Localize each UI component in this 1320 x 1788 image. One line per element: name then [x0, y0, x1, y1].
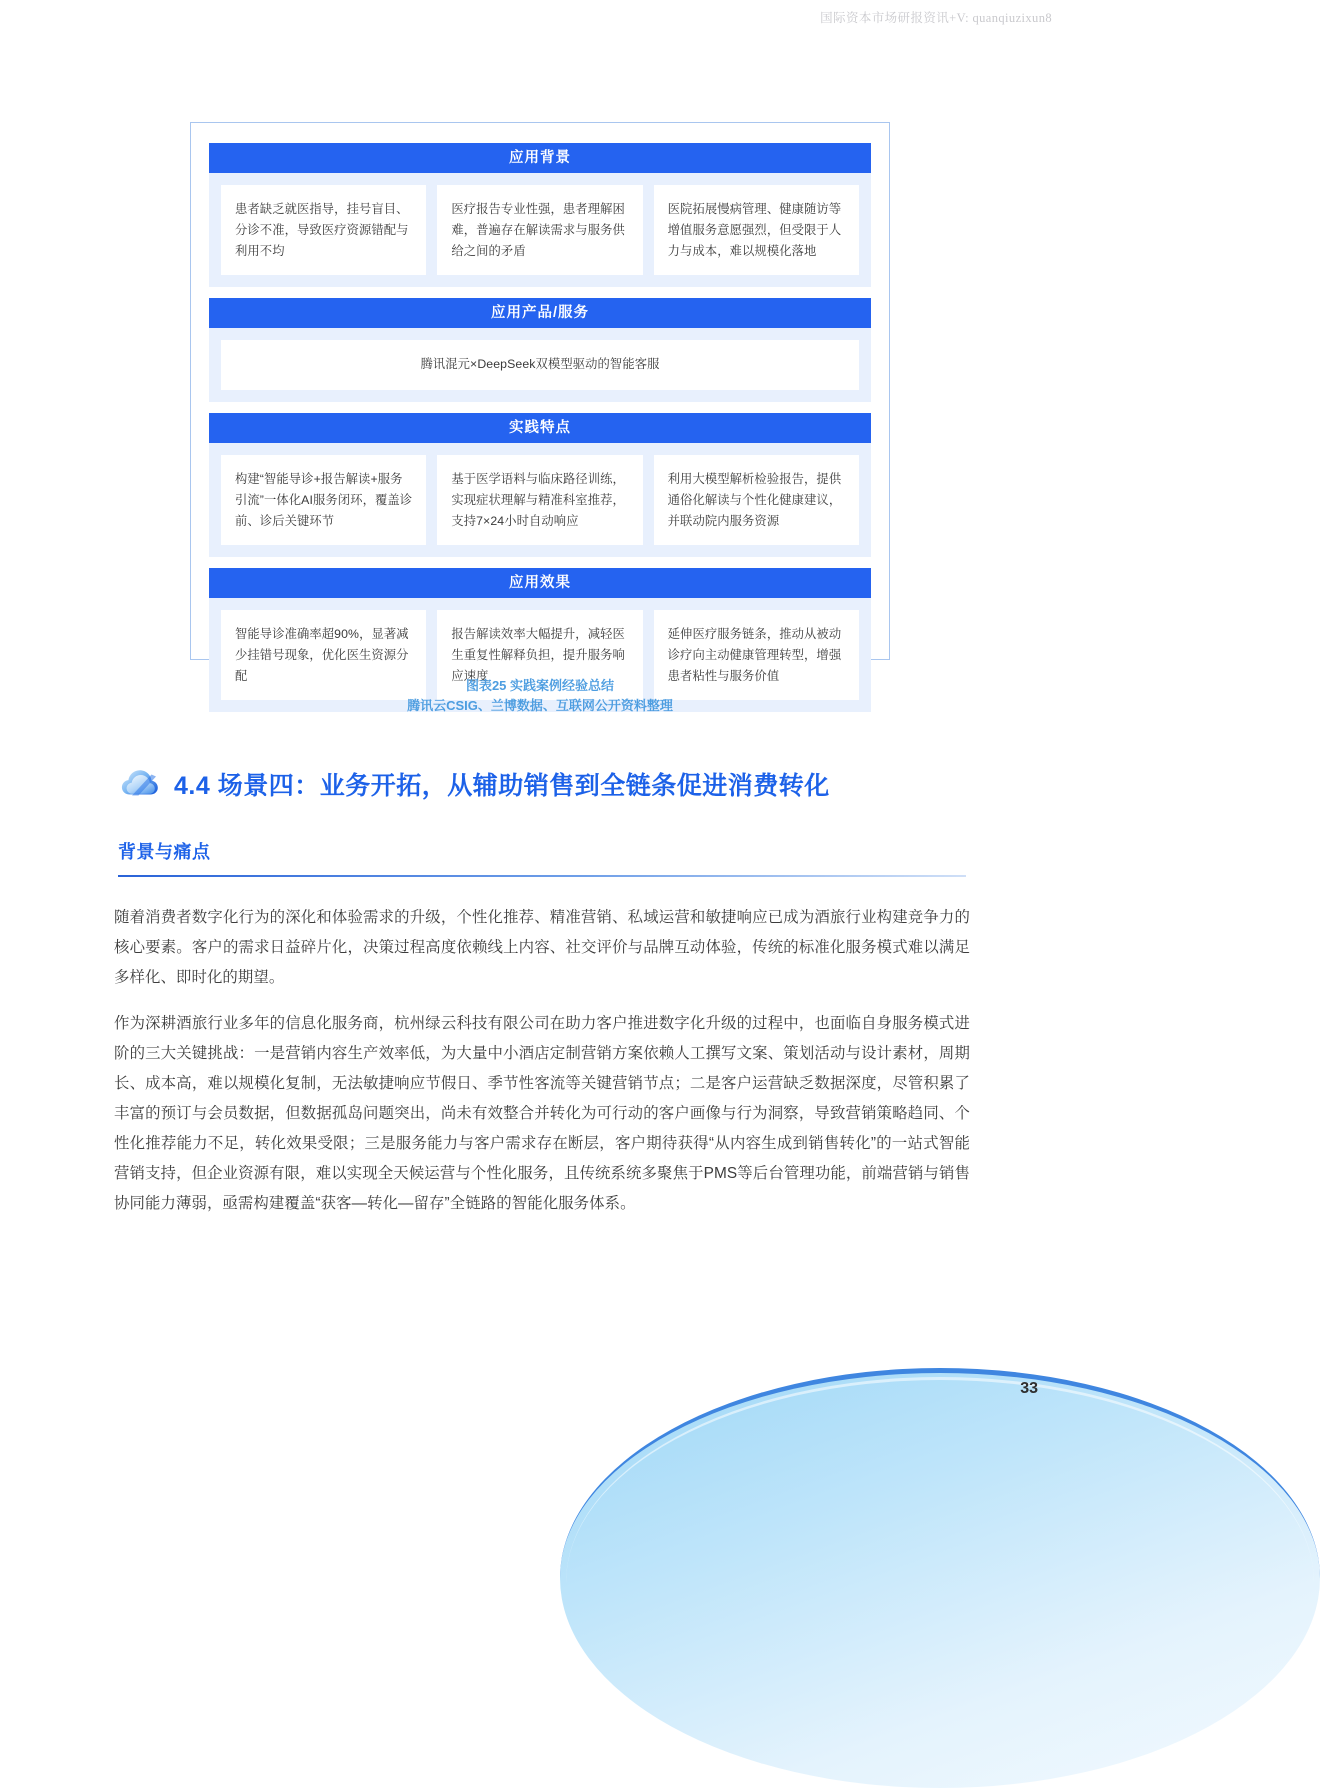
band-header-label: 应用背景: [209, 143, 871, 173]
band-body: [209, 328, 871, 401]
band-cell: 患者缺乏就医指导，挂号盲目、分诊不准，导致医疗资源错配与利用不均: [221, 185, 426, 275]
running-header-watermark: 国际资本市场研报资讯+V: quanqiuzixun8: [820, 11, 1052, 25]
figure-band-practice-features: [209, 413, 871, 557]
band-body: [209, 173, 871, 287]
figure-inner: [209, 143, 871, 684]
section-heading: [118, 762, 830, 806]
band-header-label: 应用效果: [209, 568, 871, 598]
section-heading-text: 4.4 场景四：业务开拓，从辅助销售到全链条促进消费转化: [174, 772, 830, 800]
paragraph: 随着消费者数字化行为的深化和体验需求的升级，个性化推荐、精准营销、私域运营和敏捷响应已成为酒旅行业构建竞争力的核心要素。客户的需求日益碎片化，决策过程高度依赖线上内容、社交评价与品牌互动体验，传统的标准化服务模式难以满足多样化、即时化的期望。: [114, 909, 970, 987]
figure-band-application-product-service: [209, 298, 871, 401]
figure-band-application-background: [209, 143, 871, 287]
footer-arc-decoration: [560, 1368, 1320, 1788]
body-copy: [114, 903, 970, 1219]
subsection-divider: [118, 875, 966, 877]
figure-caption-title: 图表25 实践案例经验总结: [465, 678, 615, 693]
band-cell: 医疗报告专业性强，患者理解困难，普遍存在解读需求与服务供给之间的矛盾: [437, 185, 642, 275]
site-watermark: @51CTO博客: [1193, 1758, 1296, 1775]
band-cell: 智能导诊准确率超90%，显著减少挂错号现象，优化医生资源分配: [221, 610, 426, 700]
band-spacer: [209, 287, 871, 298]
band-cell: 医院拓展慢病管理、健康随访等增值服务意愿强烈，但受限于人力与成本，难以规模化落地: [654, 185, 859, 275]
band-cell: 腾讯混元×DeepSeek双模型驱动的智能客服: [221, 340, 859, 389]
band-body: [209, 443, 871, 557]
figure-caption-source: 腾讯云CSIG、兰博数据、互联网公开资料整理: [407, 698, 673, 714]
subsection-heading: [118, 838, 966, 877]
band-header-label: 实践特点: [209, 413, 871, 443]
paragraph: 作为深耕酒旅行业多年的信息化服务商，杭州绿云科技有限公司在助力客户推进数字化升级的过程中，也面临自身服务模式进阶的三大关键挑战：一是营销内容生产效率低，为大量中小酒店定制营销方案依赖人工撰写文案、策划活动与设计素材，周期长、成本高，难以规模化复制，无法敏捷响应节假日、季节性客流等关键营销节点；二是客户运营缺乏数据深度，尽管积累了丰富的预订与会员数据，但数据孤岛问题突出，尚未有效整合并转化为可行动的客户画像与行为洞察，导致营销策略趋同、个性化推荐能力不足，转化效果受限；三是服务能力与客户需求存在断层，客户期待获得“从内容生成到销售转化”的一站式智能营销支持，但企业资源有限，难以实现全天候运营与个性化服务，且传统系统多聚焦于PMS等后台管理功能，前端营销与销售协同能力薄弱，亟需构建覆盖“获客—转化—留存”全链路的智能化服务体系。: [114, 1015, 970, 1213]
band-cell: 延伸医疗服务链条，推动从被动诊疗向主动健康管理转型，增强患者粘性与服务价值: [654, 610, 859, 700]
figure-caption: [0, 676, 1080, 716]
cloud-icon: [118, 762, 162, 806]
band-header-label: 应用产品/服务: [209, 298, 871, 328]
figure-frame: [190, 122, 890, 684]
band-cell: 构建“智能导诊+报告解读+服务引流”一体化AI服务闭环，覆盖诊前、诊后关键环节: [221, 455, 426, 545]
page-number: 33: [1020, 1380, 1038, 1397]
subsection-heading-text: 背景与痛点: [118, 842, 211, 862]
band-spacer: [209, 557, 871, 568]
band-spacer: [209, 402, 871, 413]
band-cell: 报告解读效率大幅提升，减轻医生重复性解释负担，提升服务响应速度: [437, 610, 642, 700]
band-cell: 利用大模型解析检验报告，提供通俗化解读与个性化健康建议，并联动院内服务资源: [654, 455, 859, 545]
band-cell: 基于医学语料与临床路径训练，实现症状理解与精准科室推荐，支持7×24小时自动响应: [437, 455, 642, 545]
